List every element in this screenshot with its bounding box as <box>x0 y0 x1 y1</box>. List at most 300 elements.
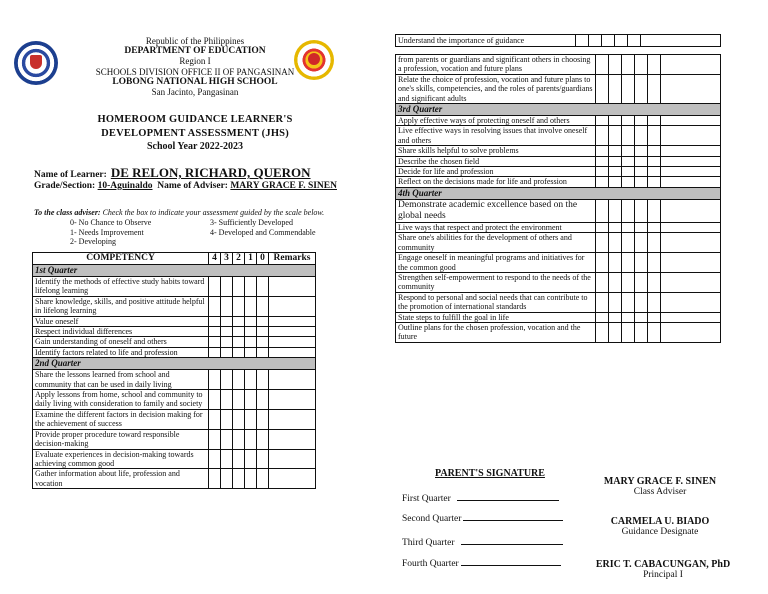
score-box[interactable] <box>609 233 622 253</box>
quarter-label: 1st Quarter <box>33 265 316 277</box>
score-box[interactable] <box>622 146 635 156</box>
remarks-box[interactable] <box>661 322 721 342</box>
principal-signature-role: Principal I <box>643 570 683 580</box>
table-header-row <box>33 253 316 265</box>
score-box[interactable] <box>233 316 245 326</box>
remarks-box[interactable] <box>269 296 316 316</box>
principal-signature-name: ERIC T. CABACUNGAN, PhD <box>595 559 731 570</box>
score-box[interactable] <box>245 429 257 449</box>
competency-text: from parents or guardians and significant others in choosing a profession, vocation and future plans <box>396 55 596 75</box>
guidance-signature-role: Guidance Designate <box>621 527 699 537</box>
remarks-box[interactable] <box>269 390 316 410</box>
score-box[interactable] <box>635 272 648 292</box>
score-box[interactable] <box>635 146 648 156</box>
score-box[interactable] <box>648 312 661 322</box>
score-box[interactable] <box>648 116 661 126</box>
score-box[interactable] <box>628 35 641 47</box>
score-box[interactable] <box>622 74 635 103</box>
score-box[interactable] <box>596 146 609 156</box>
header-score-4: 4 <box>209 253 221 265</box>
score-box[interactable] <box>622 312 635 322</box>
score-box[interactable] <box>615 35 628 47</box>
score-box[interactable] <box>245 347 257 357</box>
table-row <box>33 449 316 469</box>
competency-text: Demonstrate academic excellence based on the global needs <box>396 199 596 222</box>
score-box[interactable] <box>257 469 269 489</box>
competency-text: Apply effective ways of protecting oneself and others <box>396 116 596 126</box>
header-score-0: 0 <box>257 253 269 265</box>
competency-text: Respond to personal and social needs that can contribute to the promotion of international standards <box>396 292 596 312</box>
header-remarks: Remarks <box>269 253 316 265</box>
score-box[interactable] <box>648 222 661 232</box>
remarks-box[interactable] <box>661 55 721 75</box>
score-box[interactable] <box>622 126 635 146</box>
header-score-1: 1 <box>245 253 257 265</box>
score-box[interactable] <box>209 316 221 326</box>
score-box[interactable] <box>635 156 648 166</box>
competency-text: Identify factors related to life and profession <box>33 347 209 357</box>
remarks-box[interactable] <box>269 449 316 469</box>
scale-legend-right <box>210 218 316 237</box>
score-box[interactable] <box>233 409 245 429</box>
remarks-box[interactable] <box>661 177 721 187</box>
table-row <box>396 35 721 47</box>
score-box[interactable] <box>257 316 269 326</box>
score-box[interactable] <box>257 327 269 337</box>
score-box[interactable] <box>622 199 635 222</box>
score-box[interactable] <box>257 337 269 347</box>
remarks-box[interactable] <box>269 469 316 489</box>
score-box[interactable] <box>635 167 648 177</box>
competency-text: Engage oneself in meaningful programs and initiatives for the common good <box>396 253 596 273</box>
score-box[interactable] <box>209 277 221 297</box>
score-box[interactable] <box>233 449 245 469</box>
competency-text: Share one's abilities for the development of others and community <box>396 233 596 253</box>
table-row <box>396 312 721 322</box>
remarks-box[interactable] <box>661 167 721 177</box>
score-box[interactable] <box>648 156 661 166</box>
competency-text: Gather information about life, profession and vocation <box>33 469 209 489</box>
quarter-label: Second Quarter <box>402 514 462 524</box>
competency-text: Evaluate experiences in decision-making towards achieving common good <box>33 449 209 469</box>
score-box[interactable] <box>622 253 635 273</box>
adviser-instructions <box>34 208 324 217</box>
score-box[interactable] <box>648 167 661 177</box>
score-box[interactable] <box>596 233 609 253</box>
score-box[interactable] <box>596 156 609 166</box>
remarks-box[interactable] <box>269 316 316 326</box>
score-box[interactable] <box>622 322 635 342</box>
score-box[interactable] <box>221 370 233 390</box>
score-box[interactable] <box>609 55 622 75</box>
score-box[interactable] <box>233 390 245 410</box>
quarter-header-row <box>396 104 721 116</box>
remarks-box[interactable] <box>661 146 721 156</box>
learner-name: DE RELON, RICHARD, QUERON <box>110 165 311 180</box>
remarks-box[interactable] <box>661 126 721 146</box>
score-box[interactable] <box>245 337 257 347</box>
adviser-signature-block <box>580 476 740 498</box>
competency-text: Respect individual differences <box>33 327 209 337</box>
table-row <box>33 296 316 316</box>
competency-table-left <box>32 252 316 489</box>
adviser-signature-name: MARY GRACE F. SINEN <box>603 476 717 487</box>
score-box[interactable] <box>245 409 257 429</box>
table-row <box>396 126 721 146</box>
score-box[interactable] <box>596 74 609 103</box>
score-box[interactable] <box>635 116 648 126</box>
table-row <box>396 74 721 103</box>
score-box[interactable] <box>635 292 648 312</box>
principal-signature-block <box>583 559 743 581</box>
score-box[interactable] <box>596 312 609 322</box>
score-box[interactable] <box>233 429 245 449</box>
school-year: School Year 2022-2023 <box>146 141 244 152</box>
header-division: SCHOOLS DIVISION OFFICE II OF PANGASINAN <box>95 66 295 77</box>
parent-signature-title: PARENT'S SIGNATURE <box>435 468 545 479</box>
title-line-1: HOMEROOM GUIDANCE LEARNER'S <box>97 114 293 125</box>
score-box[interactable] <box>596 253 609 273</box>
quarter-label: First Quarter <box>402 494 451 504</box>
table-row <box>33 370 316 390</box>
competency-text: Describe the chosen field <box>396 156 596 166</box>
score-box[interactable] <box>609 222 622 232</box>
score-box[interactable] <box>257 449 269 469</box>
score-box[interactable] <box>233 337 245 347</box>
score-box[interactable] <box>648 272 661 292</box>
score-box[interactable] <box>609 312 622 322</box>
score-box[interactable] <box>596 177 609 187</box>
score-box[interactable] <box>209 370 221 390</box>
header-score-3: 3 <box>221 253 233 265</box>
score-box[interactable] <box>221 337 233 347</box>
score-box[interactable] <box>576 35 589 47</box>
score-box[interactable] <box>635 253 648 273</box>
remarks-box[interactable] <box>661 199 721 222</box>
score-box[interactable] <box>622 222 635 232</box>
score-box[interactable] <box>648 55 661 75</box>
table-row <box>33 316 316 326</box>
scale-item: 0- No Chance to Observe <box>70 218 152 227</box>
quarter-label: 3rd Quarter <box>396 104 721 116</box>
competency-text: Outline plans for the chosen profession, vocation and the future <box>396 322 596 342</box>
score-box[interactable] <box>221 327 233 337</box>
score-box[interactable] <box>648 292 661 312</box>
score-box[interactable] <box>609 167 622 177</box>
table-row <box>396 116 721 126</box>
score-box[interactable] <box>221 409 233 429</box>
table-row <box>396 156 721 166</box>
competency-text: Share knowledge, skills, and positive attitude helpful in lifelong learning <box>33 296 209 316</box>
guidance-signature-block <box>580 516 740 538</box>
table-row <box>33 277 316 297</box>
competency-text: Share the lessons learned from school and community that can be used in daily living <box>33 370 209 390</box>
competency-table-right <box>395 54 721 343</box>
score-box[interactable] <box>257 277 269 297</box>
adviser-label: Name of Adviser: <box>157 181 228 191</box>
score-box[interactable] <box>596 167 609 177</box>
table-row <box>396 146 721 156</box>
score-box[interactable] <box>635 55 648 75</box>
score-box[interactable] <box>209 327 221 337</box>
score-box[interactable] <box>221 296 233 316</box>
score-box[interactable] <box>635 312 648 322</box>
quarter-label: 2nd Quarter <box>33 358 316 370</box>
score-box[interactable] <box>221 277 233 297</box>
competency-text: State steps to fulfill the goal in life <box>396 312 596 322</box>
score-box[interactable] <box>257 429 269 449</box>
table-row <box>33 347 316 357</box>
score-box[interactable] <box>622 272 635 292</box>
score-box[interactable] <box>635 222 648 232</box>
score-box[interactable] <box>245 316 257 326</box>
score-box[interactable] <box>648 322 661 342</box>
table-row <box>396 322 721 342</box>
signature-line[interactable] <box>463 512 563 521</box>
score-box[interactable] <box>257 409 269 429</box>
remarks-box[interactable] <box>269 429 316 449</box>
score-box[interactable] <box>596 222 609 232</box>
guidance-signature-name: CARMELA U. BIADO <box>610 516 710 527</box>
remarks-box[interactable] <box>269 347 316 357</box>
score-box[interactable] <box>648 126 661 146</box>
table-row <box>33 409 316 429</box>
table-row <box>33 469 316 489</box>
score-box[interactable] <box>233 327 245 337</box>
header-republic: Republic of the Philippines <box>145 36 245 46</box>
score-box[interactable] <box>257 390 269 410</box>
score-box[interactable] <box>245 277 257 297</box>
score-box[interactable] <box>209 337 221 347</box>
score-box[interactable] <box>648 177 661 187</box>
score-box[interactable] <box>221 390 233 410</box>
score-box[interactable] <box>221 347 233 357</box>
score-box[interactable] <box>596 322 609 342</box>
adviser-name: MARY GRACE F. SINEN <box>230 181 337 191</box>
header-department: DEPARTMENT OF EDUCATION <box>124 46 266 57</box>
grade-adviser-row <box>34 181 337 191</box>
score-box[interactable] <box>635 322 648 342</box>
score-box[interactable] <box>648 233 661 253</box>
score-box[interactable] <box>622 233 635 253</box>
score-box[interactable] <box>596 272 609 292</box>
table-row <box>396 253 721 273</box>
table-row <box>396 199 721 222</box>
scale-legend-left <box>70 218 151 247</box>
competency-text: Live effective ways in resolving issues that involve oneself and others <box>396 126 596 146</box>
remarks-box[interactable] <box>269 277 316 297</box>
score-box[interactable] <box>635 177 648 187</box>
document-title <box>30 113 360 141</box>
quarter-label: 4th Quarter <box>396 187 721 199</box>
score-box[interactable] <box>209 409 221 429</box>
remarks-box[interactable] <box>661 253 721 273</box>
score-box[interactable] <box>245 296 257 316</box>
score-box[interactable] <box>209 347 221 357</box>
table-row <box>396 222 721 232</box>
quarter-label: Fourth Quarter <box>402 559 459 569</box>
signature-third-quarter[interactable] <box>402 536 572 548</box>
quarter-header-row <box>396 187 721 199</box>
learner-name-label: Name of Learner: <box>34 170 107 180</box>
score-box[interactable] <box>609 322 622 342</box>
score-box[interactable] <box>609 199 622 222</box>
competency-text: Reflect on the decisions made for life and profession <box>396 177 596 187</box>
score-box[interactable] <box>609 272 622 292</box>
score-box[interactable] <box>233 469 245 489</box>
score-box[interactable] <box>609 253 622 273</box>
score-box[interactable] <box>609 126 622 146</box>
score-box[interactable] <box>635 233 648 253</box>
remarks-box[interactable] <box>661 292 721 312</box>
header-competency: COMPETENCY <box>33 253 209 265</box>
score-box[interactable] <box>648 253 661 273</box>
score-box[interactable] <box>589 35 602 47</box>
score-box[interactable] <box>245 390 257 410</box>
score-box[interactable] <box>596 292 609 312</box>
remarks-box[interactable] <box>661 233 721 253</box>
instructions-lead: To the class adviser: <box>34 208 101 217</box>
competency-text: Provide proper procedure toward responsible decision-making <box>33 429 209 449</box>
score-box[interactable] <box>622 116 635 126</box>
grade-section: 10-Aguinaldo <box>97 181 153 191</box>
score-box[interactable] <box>609 74 622 103</box>
signature-line[interactable] <box>457 492 559 501</box>
score-box[interactable] <box>622 156 635 166</box>
competency-text: Share skills helpful to solve problems <box>396 146 596 156</box>
score-box[interactable] <box>257 347 269 357</box>
score-box[interactable] <box>622 177 635 187</box>
score-box[interactable] <box>648 146 661 156</box>
remarks-box[interactable] <box>661 156 721 166</box>
scale-item: 1- Needs Improvement <box>70 227 144 237</box>
score-box[interactable] <box>622 292 635 312</box>
score-box[interactable] <box>209 469 221 489</box>
score-box[interactable] <box>209 296 221 316</box>
score-box[interactable] <box>209 429 221 449</box>
score-box[interactable] <box>245 469 257 489</box>
score-box[interactable] <box>609 177 622 187</box>
score-box[interactable] <box>596 199 609 222</box>
table-row <box>396 177 721 187</box>
score-box[interactable] <box>609 292 622 312</box>
score-box[interactable] <box>233 347 245 357</box>
header-score-2: 2 <box>233 253 245 265</box>
remarks-box[interactable] <box>641 35 721 47</box>
table-row <box>396 167 721 177</box>
score-box[interactable] <box>635 126 648 146</box>
score-box[interactable] <box>221 316 233 326</box>
score-box[interactable] <box>257 296 269 316</box>
score-box[interactable] <box>609 156 622 166</box>
score-box[interactable] <box>221 469 233 489</box>
score-box[interactable] <box>233 370 245 390</box>
document-header <box>30 36 360 97</box>
signature-second-quarter[interactable] <box>402 512 572 524</box>
score-box[interactable] <box>245 327 257 337</box>
competency-text: Relate the choice of profession, vocation and future plans to one's skills, competencies, and the roles of parents/guardians and significant adults <box>396 74 596 103</box>
score-box[interactable] <box>596 55 609 75</box>
score-box[interactable] <box>609 116 622 126</box>
competency-text: Gain understanding of oneself and others <box>33 337 209 347</box>
competency-text: Understand the importance of guidance <box>396 35 576 47</box>
score-box[interactable] <box>596 126 609 146</box>
remarks-box[interactable] <box>661 312 721 322</box>
competency-text: Examine the different factors in decision making for the achievement of success <box>33 409 209 429</box>
adviser-signature-role: Class Adviser <box>633 487 687 497</box>
header-school: LOBONG NATIONAL HIGH SCHOOL <box>112 76 278 87</box>
quarter-header-row <box>33 265 316 277</box>
table-row <box>396 272 721 292</box>
table-row <box>33 327 316 337</box>
signature-fourth-quarter[interactable] <box>402 557 572 569</box>
remarks-box[interactable] <box>661 116 721 126</box>
remarks-box[interactable] <box>661 272 721 292</box>
grade-label: Grade/Section: <box>34 181 96 191</box>
score-box[interactable] <box>245 449 257 469</box>
competency-table-continued-top <box>395 34 721 47</box>
score-box[interactable] <box>233 296 245 316</box>
score-box[interactable] <box>233 277 245 297</box>
competency-text: Decide for life and profession <box>396 167 596 177</box>
table-row <box>33 337 316 347</box>
header-region: Region I <box>179 56 211 67</box>
instructions-text: Check the box to indicate your assessment guided by the scale below. <box>100 208 325 217</box>
table-row <box>33 429 316 449</box>
competency-text: Strengthen self-empowerment to respond to the needs of the community <box>396 272 596 292</box>
score-box[interactable] <box>602 35 615 47</box>
signature-line[interactable] <box>461 536 563 545</box>
remarks-box[interactable] <box>269 337 316 347</box>
competency-text: Apply lessons from home, school and community to daily living with consideration to family and society <box>33 390 209 410</box>
score-box[interactable] <box>635 199 648 222</box>
score-box[interactable] <box>221 429 233 449</box>
score-box[interactable] <box>622 167 635 177</box>
remarks-box[interactable] <box>269 409 316 429</box>
table-row <box>396 233 721 253</box>
table-row <box>396 55 721 75</box>
score-box[interactable] <box>609 146 622 156</box>
table-row <box>396 292 721 312</box>
remarks-box[interactable] <box>661 222 721 232</box>
header-address: San Jacinto, Pangasinan <box>151 87 239 98</box>
remarks-box[interactable] <box>661 74 721 103</box>
score-box[interactable] <box>221 449 233 469</box>
signature-line[interactable] <box>461 557 561 566</box>
competency-text: Live ways that respect and protect the environment <box>396 222 596 232</box>
score-box[interactable] <box>596 116 609 126</box>
scale-item: 2- Developing <box>70 237 116 246</box>
remarks-box[interactable] <box>269 370 316 390</box>
score-box[interactable] <box>209 449 221 469</box>
score-box[interactable] <box>648 199 661 222</box>
score-box[interactable] <box>245 370 257 390</box>
score-box[interactable] <box>622 55 635 75</box>
score-box[interactable] <box>209 390 221 410</box>
score-box[interactable] <box>635 74 648 103</box>
table-row <box>33 390 316 410</box>
quarter-label: Third Quarter <box>402 538 455 548</box>
score-box[interactable] <box>257 370 269 390</box>
title-line-2: DEVELOPMENT ASSESSMENT (JHS) <box>101 128 289 139</box>
signature-first-quarter[interactable] <box>402 492 572 504</box>
scale-item: 4- Developed and Commendable <box>210 227 316 237</box>
learner-name-row <box>34 165 311 181</box>
competency-text: Identify the methods of effective study habits toward lifelong learning <box>33 277 209 297</box>
remarks-box[interactable] <box>269 327 316 337</box>
scale-item: 3- Sufficiently Developed <box>210 218 293 227</box>
score-box[interactable] <box>648 74 661 103</box>
